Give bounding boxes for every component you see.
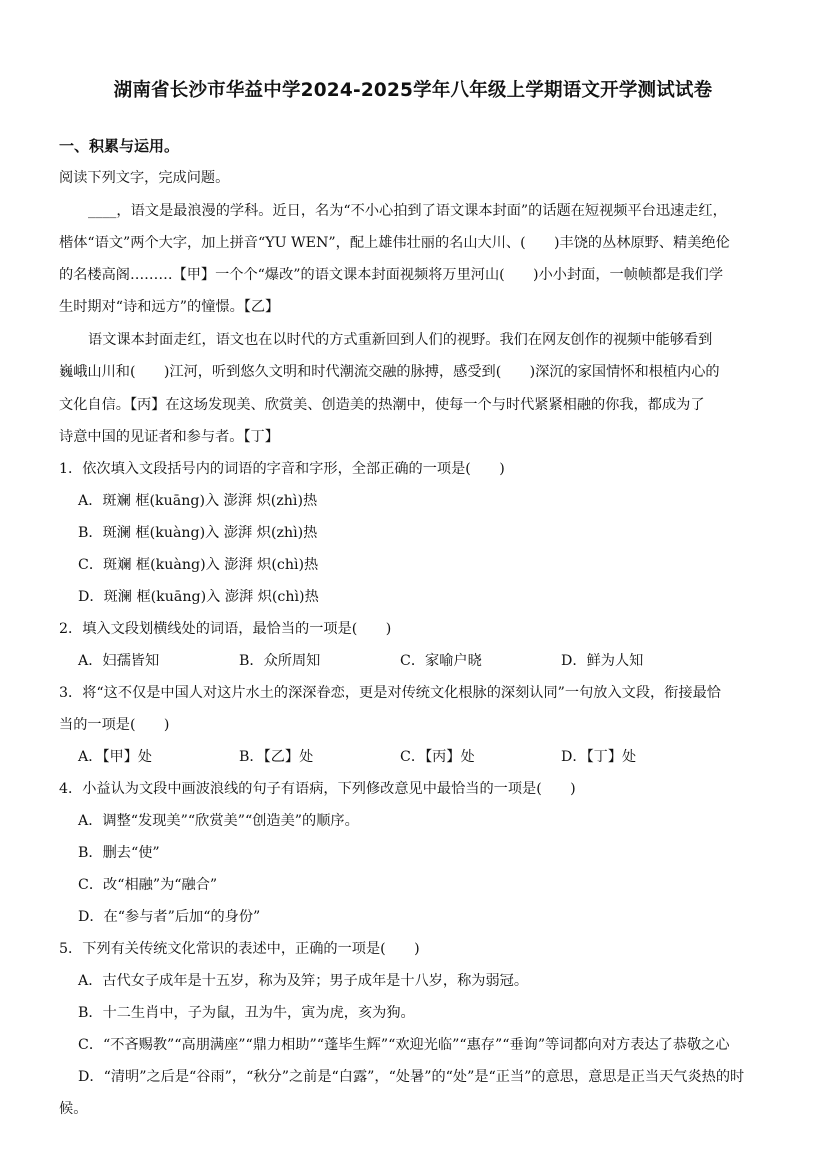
- question-4-option: D．在“参与者”后加“的身份”: [78, 909, 261, 925]
- question-2-option: A．妇孺皆知: [78, 653, 160, 669]
- page-title: 湖南省长沙市华益中学2024-2025学年八年级上学期语文开学测试试卷: [113, 80, 713, 101]
- intro-text: 阅读下列文字，完成问题。: [59, 170, 230, 186]
- passage-line: ____，语文是最浪漫的学科。近日，名为“不小心拍到了语文课本封面”的话题在短视频平台迅速走红，: [88, 203, 727, 219]
- question-4-option: A．调整“发现美”“欣赏美”“创造美”的顺序。: [78, 813, 359, 829]
- question-5-stem: 5．下列有关传统文化常识的表述中，正确的一项是( ): [59, 941, 420, 957]
- passage-line: 语文课本封面走红，语文也在以时代的方式重新回到人们的视野。我们在网友创作的视频中能够看到: [88, 332, 713, 348]
- question-5-option: D．“清明”之后是“谷雨”，“秋分”之前是“白露”，“处暑”的“处”是“正当”的意思，意思是正当天气炎热的时: [78, 1069, 745, 1085]
- question-4-stem: 4．小益认为文段中画波浪线的句子有语病，下列修改意见中最恰当的一项是( ): [59, 781, 576, 797]
- question-2-options: [78, 651, 722, 671]
- passage-line: 的名楼高阁………【甲】一个个“爆改”的语文课本封面视频将万里河山( )小小封面，一帧帧都是我们学: [59, 267, 724, 283]
- question-3-options: [78, 747, 722, 767]
- question-2-stem: 2．填入文段划横线处的词语，最恰当的一项是( ): [59, 621, 392, 637]
- question-5-option-cont: 候。: [59, 1101, 88, 1117]
- question-1-option: A．斑斓 框(kuāng)入 澎湃 炽(zhì)热: [78, 493, 318, 509]
- question-5-option: A．古代女子成年是十五岁，称为及笄；男子成年是十八岁，称为弱冠。: [78, 973, 529, 989]
- question-4-option: C．改“相融”为“融合”: [78, 877, 218, 893]
- passage-line: 生时期对“诗和远方”的憧憬。【乙】: [59, 299, 280, 315]
- passage-line: 巍峨山川和( )江河，听到悠久文明和时代潮流交融的脉搏，感受到( )深沉的家国情怀和根植内心的: [59, 364, 720, 380]
- passage-line: 文化自信。【丙】在这场发现美、欣赏美、创造美的热潮中，使每一个与时代紧紧相融的你我，都成为了: [59, 397, 705, 413]
- question-3-stem-cont: 当的一项是( ): [59, 717, 170, 733]
- question-3-option: A．【甲】处: [78, 749, 153, 765]
- question-1-option: C．斑斓 框(kuàng)入 澎湃 炽(chì)热: [78, 557, 319, 573]
- question-2-option: D．鲜为人知: [561, 653, 644, 669]
- question-3-option: D．【丁】处: [561, 749, 637, 765]
- question-1-stem: 1．依次填入文段括号内的词语的字音和字形，全部正确的一项是( ): [59, 461, 505, 477]
- question-2-option: B．众所周知: [239, 653, 321, 669]
- question-4-option: B．删去“使”: [78, 845, 160, 861]
- passage-line: 诗意中国的见证者和参与者。【丁】: [59, 429, 279, 445]
- question-5-option: C．“不吝赐教”“高朋满座”“鼎力相助”“蓬毕生辉”“欢迎光临”“惠存”“垂询”等词都向对方表达了恭敬之心: [78, 1037, 730, 1053]
- section-heading: 一、积累与运用。: [59, 137, 180, 155]
- question-2-option: C．家喻户晓: [400, 653, 482, 669]
- question-5-option: B．十二生肖中，子为鼠，丑为牛，寅为虎，亥为狗。: [78, 1005, 415, 1021]
- question-3-stem: 3．将“这不仅是中国人对这片水土的深深眷恋，更是对传统文化根脉的深刻认同”一句放入文段，衔接最恰: [59, 685, 721, 701]
- question-3-option: B．【乙】处: [239, 749, 314, 765]
- passage-line: 楷体“语文”两个大字，加上拼音“YU WEN”，配上雄伟壮丽的名山大川、( )丰饶的丛林原野、精美绝伦: [59, 235, 730, 251]
- question-1-option: D．斑澜 框(kuāng)入 澎湃 炽(chì)热: [78, 589, 319, 605]
- question-3-option: C．【丙】处: [400, 749, 475, 765]
- question-1-option: B．斑澜 框(kuàng)入 澎湃 炽(zhì)热: [78, 525, 318, 541]
